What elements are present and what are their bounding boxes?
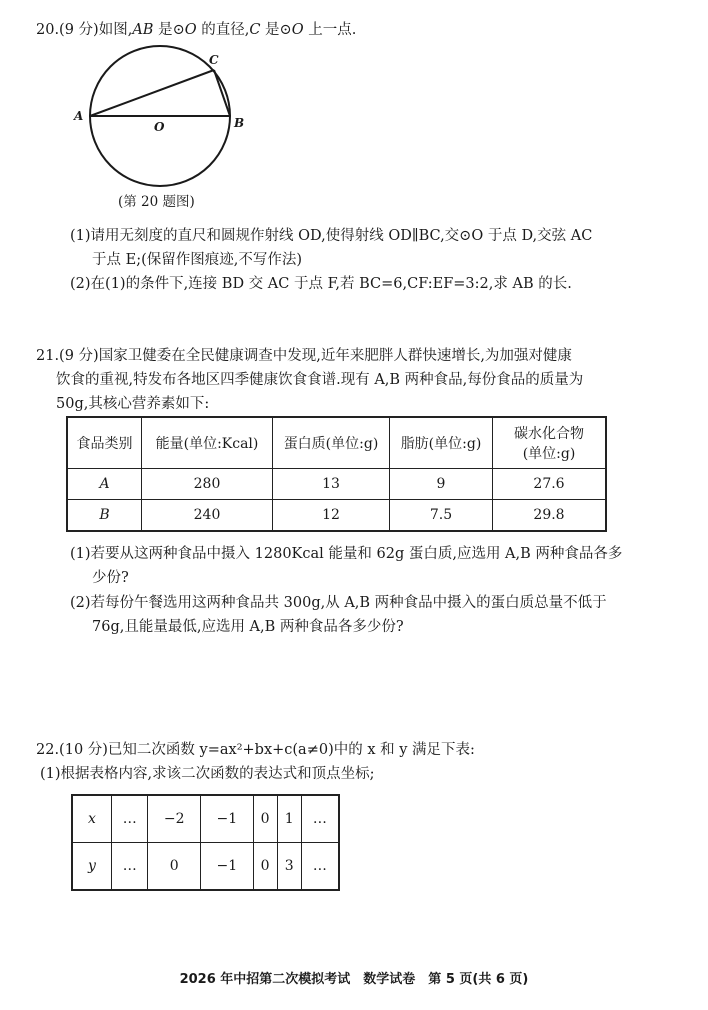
q20-stem-part: 上一点. bbox=[303, 22, 357, 38]
nutrition-table bbox=[66, 416, 607, 532]
q22-part1-line1: (1)根据表格内容,求该二次函数的表达式和顶点坐标; bbox=[40, 766, 375, 782]
table-cell: A bbox=[67, 469, 142, 500]
table-row bbox=[72, 795, 339, 843]
table-cell: 29.8 bbox=[493, 500, 607, 532]
q20-stem-part: C bbox=[249, 22, 261, 38]
table-header-cell: 能量(单位:Kcal) bbox=[142, 417, 273, 469]
label-o: O bbox=[154, 120, 165, 134]
table-header-line: 碳水化合物 bbox=[514, 426, 584, 442]
q20-part2-line1: (2)在(1)的条件下,连接 BD 交 AC 于点 F,若 BC=6,CF:EF=3:2,求 AB 的长. bbox=[70, 276, 572, 292]
table-header-line: (单位:g) bbox=[522, 446, 576, 462]
table-cell: … bbox=[301, 843, 339, 891]
q20-stem-part: O bbox=[184, 22, 197, 38]
label-a: A bbox=[74, 109, 84, 123]
table-row bbox=[72, 843, 339, 891]
table-row bbox=[67, 500, 606, 532]
label-c: C bbox=[209, 53, 219, 67]
q20-stem-part: 20.(9 分)如图, bbox=[36, 22, 133, 38]
table-row bbox=[67, 469, 606, 500]
q20-stem-part: 是⊙ bbox=[260, 22, 292, 38]
figure-caption: (第 20 题图) bbox=[118, 194, 195, 210]
q20-part1-line1: (1)请用无刻度的直尺和圆规作射线 OD,使得射线 OD∥BC,交⊙O 于点 D,交弦 AC bbox=[70, 228, 593, 244]
q21-part2-line2: 76g,且能量最低,应选用 A,B 两种食品各多少份? bbox=[92, 619, 404, 635]
table-cell: 1 bbox=[277, 795, 301, 843]
q21-line1: 21.(9 分)国家卫健委在全民健康调查中发现,近年来肥胖人群快速增长,为加强对健康 bbox=[36, 348, 572, 364]
table-header-cell: 食品类别 bbox=[67, 417, 142, 469]
table-cell: … bbox=[301, 795, 339, 843]
chord-ac bbox=[90, 70, 214, 116]
table-cell: −2 bbox=[148, 795, 201, 843]
table-cell: … bbox=[112, 843, 148, 891]
label-b: B bbox=[234, 116, 245, 130]
chord-bc bbox=[214, 70, 230, 116]
q20-part1-line2: 于点 E;(保留作图痕迹,不写作法) bbox=[92, 252, 303, 268]
table-header-cell bbox=[493, 417, 607, 469]
table-cell: 3 bbox=[277, 843, 301, 891]
circle-figure bbox=[68, 44, 258, 194]
table-header-row bbox=[67, 417, 606, 469]
table-cell: 13 bbox=[273, 469, 390, 500]
table-cell: −1 bbox=[201, 795, 254, 843]
page-footer: 2026 年中招第二次模拟考试 数学试卷 第 5 页(共 6 页) bbox=[179, 972, 529, 987]
table-cell: 12 bbox=[273, 500, 390, 532]
xy-value-table bbox=[71, 794, 340, 891]
table-cell: 9 bbox=[390, 469, 493, 500]
table-cell: … bbox=[112, 795, 148, 843]
table-cell: x bbox=[72, 795, 112, 843]
table-cell: 280 bbox=[142, 469, 273, 500]
table-cell: 27.6 bbox=[493, 469, 607, 500]
table-cell: 240 bbox=[142, 500, 273, 532]
q22-line1: 22.(10 分)已知二次函数 y=ax²+bx+c(a≠0)中的 x 和 y 满足下表: bbox=[36, 742, 475, 758]
q20-stem-part: 的直径, bbox=[196, 22, 250, 38]
table-cell: 0 bbox=[253, 843, 277, 891]
table-cell: −1 bbox=[201, 843, 254, 891]
q20-stem-part: O bbox=[291, 22, 304, 38]
table-cell: 7.5 bbox=[390, 500, 493, 532]
table-cell: y bbox=[72, 843, 112, 891]
q21-part1-line2: 少份? bbox=[92, 570, 129, 586]
q20-stem bbox=[36, 18, 356, 42]
table-header-cell: 脂肪(单位:g) bbox=[390, 417, 493, 469]
q21-part1-line1: (1)若要从这两种食品中摄入 1280Kcal 能量和 62g 蛋白质,应选用 A,B 两种食品各多 bbox=[70, 546, 623, 562]
table-cell: 0 bbox=[253, 795, 277, 843]
q21-line3: 50g,其核心营养素如下: bbox=[56, 396, 210, 412]
q21-part2-line1: (2)若每份午餐选用这两种食品共 300g,从 A,B 两种食品中摄入的蛋白质总量不低于 bbox=[70, 595, 607, 611]
table-header-cell: 蛋白质(单位:g) bbox=[273, 417, 390, 469]
table-cell: 0 bbox=[148, 843, 201, 891]
q20-stem-part: 是⊙ bbox=[153, 22, 185, 38]
q20-stem-part: AB bbox=[132, 22, 154, 38]
table-cell: B bbox=[67, 500, 142, 532]
q21-line2: 饮食的重视,特发布各地区四季健康饮食食谱.现有 A,B 两种食品,每份食品的质量为 bbox=[56, 372, 584, 388]
